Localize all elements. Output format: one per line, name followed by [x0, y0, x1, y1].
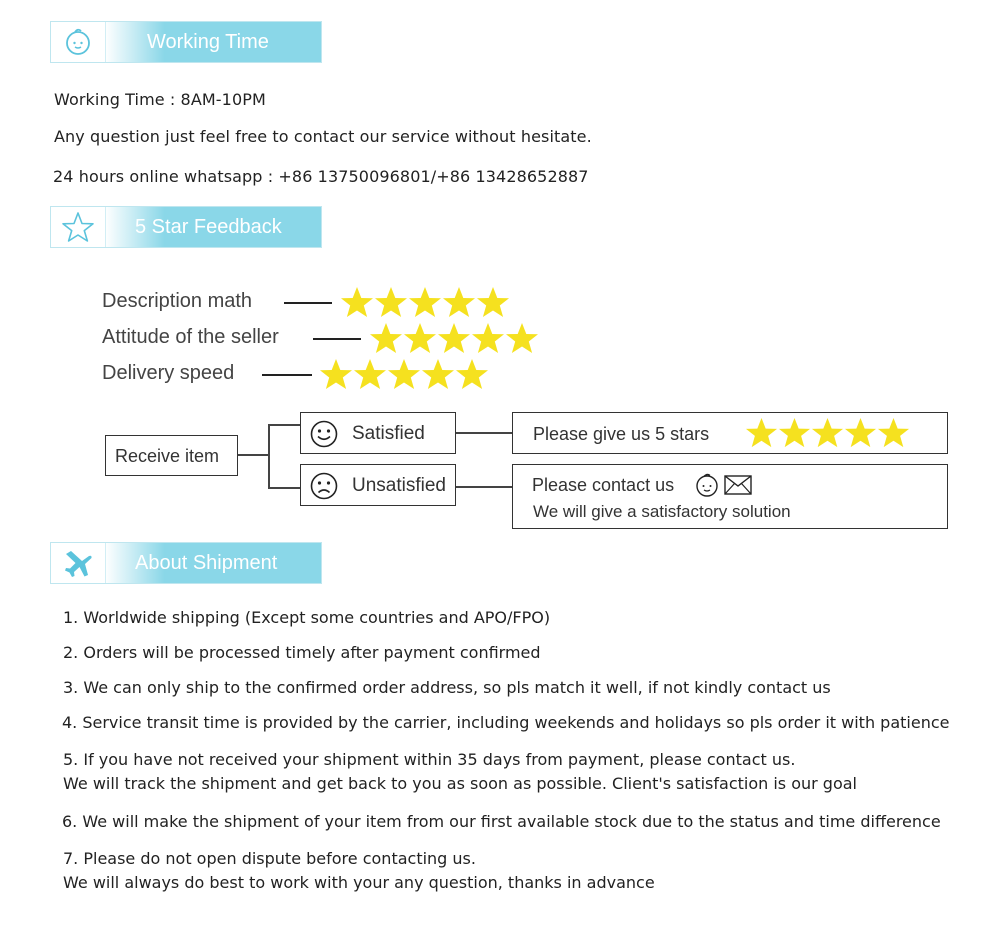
shipment-item-4: 4. Service transit time is provided by the carrier, including weekends and holidays so pls order it with patience	[62, 713, 950, 732]
shipment-title: About Shipment	[135, 552, 278, 574]
rating-dash	[262, 374, 312, 376]
shipment-item-2: 2. Orders will be processed timely after payment confirmed	[63, 643, 541, 662]
connector-line	[268, 487, 300, 489]
satisfactory-solution-label: We will give a satisfactory solution	[533, 502, 791, 521]
shipment-item-6: 6. We will make the shipment of your item from our first available stock due to the status and time difference	[62, 812, 941, 831]
shipment-item-7-continued: We will always do best to work with your any question, thanks in advance	[63, 873, 655, 892]
contact-note: Any question just feel free to contact our service without hesitate.	[54, 127, 592, 146]
shipment-item-7: 7. Please do not open dispute before contacting us.	[63, 849, 476, 868]
receive-item-label: Receive item	[115, 446, 220, 466]
smiley-face-icon	[694, 472, 720, 498]
airplane-icon	[51, 543, 106, 583]
give-stars-stars	[745, 417, 910, 450]
star-outline-icon	[51, 207, 106, 247]
connector-line	[456, 486, 512, 488]
filled-star-icon	[340, 286, 374, 320]
working-time-hours: Working Time : 8AM-10PM	[54, 90, 266, 109]
sad-face-icon	[310, 472, 338, 500]
satisfied-box	[300, 412, 456, 454]
filled-star-icon	[455, 358, 489, 392]
filled-star-icon	[437, 322, 471, 356]
filled-star-icon	[408, 286, 442, 320]
rating-label-delivery: Delivery speed	[102, 362, 235, 384]
filled-star-icon	[369, 322, 403, 356]
working-time-title: Working Time	[147, 31, 269, 53]
shipment-item-5-continued: We will track the shipment and get back to you as soon as possible. Client's satisfaction is our goal	[63, 774, 857, 793]
shipment-item-3: 3. We can only ship to the confirmed order address, so pls match it well, if not kindly contact us	[63, 678, 831, 697]
filled-star-icon	[476, 286, 510, 320]
filled-star-icon	[877, 417, 910, 450]
filled-star-icon	[387, 358, 421, 392]
contact-us-label: Please contact us	[532, 475, 675, 495]
contact-us-box	[512, 464, 948, 529]
shipment-item-5: 5. If you have not received your shipment within 35 days from payment, please contact us.	[63, 750, 796, 769]
five-stars-box	[512, 412, 948, 454]
filled-star-icon	[471, 322, 505, 356]
envelope-icon	[724, 475, 752, 495]
rating-stars-delivery	[319, 358, 489, 392]
filled-star-icon	[403, 322, 437, 356]
feedback-banner	[50, 206, 322, 248]
unsatisfied-label: Unsatisfied	[352, 475, 446, 496]
shipment-banner	[50, 542, 322, 584]
receive-item-box	[105, 435, 238, 476]
filled-star-icon	[353, 358, 387, 392]
filled-star-icon	[844, 417, 877, 450]
whatsapp-line: 24 hours online whatsapp : +86 13750096801/+86 13428652887	[53, 167, 589, 186]
filled-star-icon	[745, 417, 778, 450]
filled-star-icon	[442, 286, 476, 320]
rating-label-description: Description math	[102, 290, 253, 312]
rating-stars-description	[340, 286, 510, 320]
satisfied-label: Satisfied	[352, 423, 425, 444]
smiley-face-icon	[51, 22, 106, 62]
filled-star-icon	[421, 358, 455, 392]
filled-star-icon	[811, 417, 844, 450]
working-time-banner	[50, 21, 322, 63]
shipment-item-1: 1. Worldwide shipping (Except some countries and APO/FPO)	[63, 608, 551, 627]
connector-line	[456, 432, 512, 434]
unsatisfied-box	[300, 464, 456, 506]
connector-line	[268, 424, 270, 488]
feedback-title: 5 Star Feedback	[135, 216, 282, 238]
give-stars-label: Please give us 5 stars	[533, 424, 710, 444]
happy-face-icon	[310, 420, 338, 448]
filled-star-icon	[374, 286, 408, 320]
rating-label-attitude: Attitude of the seller	[102, 326, 279, 348]
rating-dash	[284, 302, 332, 304]
filled-star-icon	[505, 322, 539, 356]
rating-stars-attitude	[369, 322, 539, 356]
filled-star-icon	[319, 358, 353, 392]
filled-star-icon	[778, 417, 811, 450]
connector-line	[238, 454, 269, 456]
rating-dash	[313, 338, 361, 340]
connector-line	[268, 424, 300, 426]
